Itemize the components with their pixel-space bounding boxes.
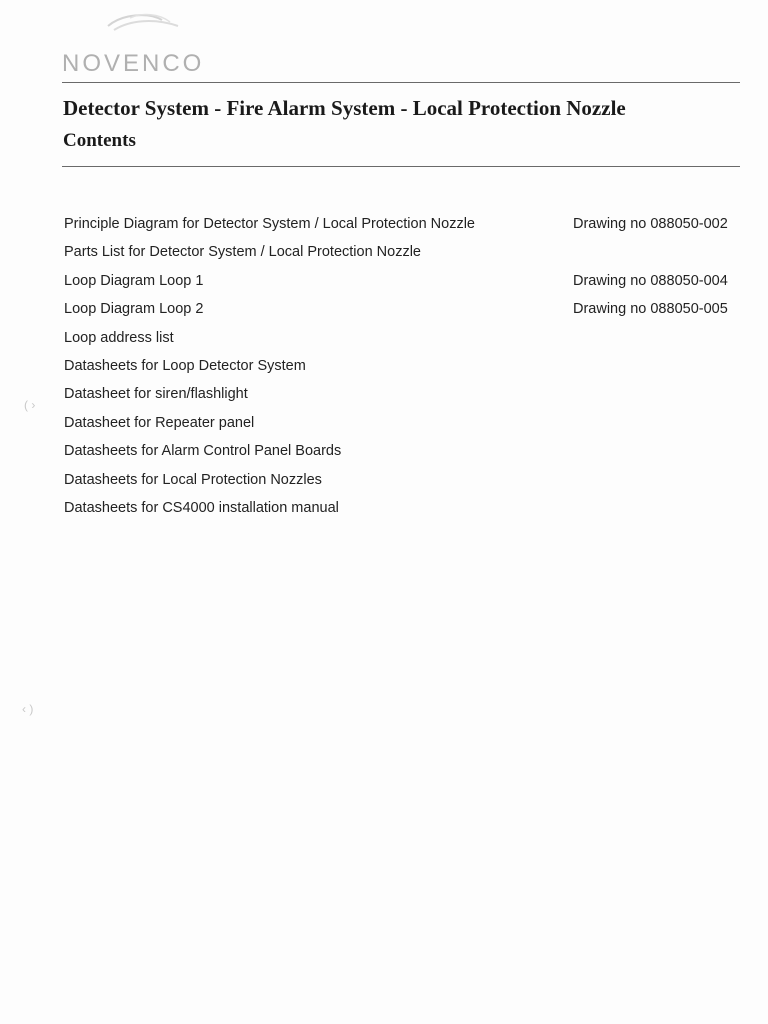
contents-item-drawing-ref: Drawing no 088050-004 xyxy=(573,272,728,289)
header-divider-bottom xyxy=(62,166,740,167)
contents-item xyxy=(64,326,742,354)
contents-list xyxy=(64,212,742,524)
contents-item xyxy=(64,240,742,268)
contents-item-label: Loop Diagram Loop 2 xyxy=(64,301,204,318)
contents-item-label: Loop address list xyxy=(64,329,174,346)
punch-hole-mark: ‹ ) xyxy=(22,702,34,716)
contents-item xyxy=(64,468,742,496)
contents-item-label: Datasheet for siren/flashlight xyxy=(64,386,248,403)
contents-item xyxy=(64,354,742,382)
contents-item-label: Datasheets for Loop Detector System xyxy=(64,357,306,374)
document-subtitle: Contents xyxy=(63,130,136,151)
brand-logo-graphic xyxy=(100,10,190,36)
contents-item-label: Parts List for Detector System / Local Protection Nozzle xyxy=(64,244,421,261)
contents-item xyxy=(64,212,742,240)
document-title: Detector System - Fire Alarm System - Local Protection Nozzle xyxy=(63,96,626,120)
contents-item-drawing-ref: Drawing no 088050-002 xyxy=(573,216,728,232)
contents-item-label: Datasheets for Local Protection Nozzles xyxy=(64,471,322,488)
contents-item-label: Datasheets for CS4000 installation manual xyxy=(64,499,339,516)
contents-item xyxy=(64,297,742,325)
contents-item xyxy=(64,411,742,439)
contents-item-label: Loop Diagram Loop 1 xyxy=(64,272,204,289)
header-divider-top xyxy=(62,82,740,83)
brand-logo-text: NOVENCO xyxy=(62,50,205,77)
contents-item xyxy=(64,496,742,524)
contents-item xyxy=(64,382,742,410)
contents-item xyxy=(64,269,742,297)
contents-item-label: Principle Diagram for Detector System / Local Protection Nozzle xyxy=(64,216,475,232)
contents-item-label: Datasheets for Alarm Control Panel Boards xyxy=(64,443,342,460)
contents-item-label: Datasheet for Repeater panel xyxy=(64,414,255,431)
contents-item-drawing-ref: Drawing no 088050-005 xyxy=(573,301,728,318)
punch-hole-mark: ( › xyxy=(24,398,36,412)
contents-item xyxy=(64,439,742,467)
